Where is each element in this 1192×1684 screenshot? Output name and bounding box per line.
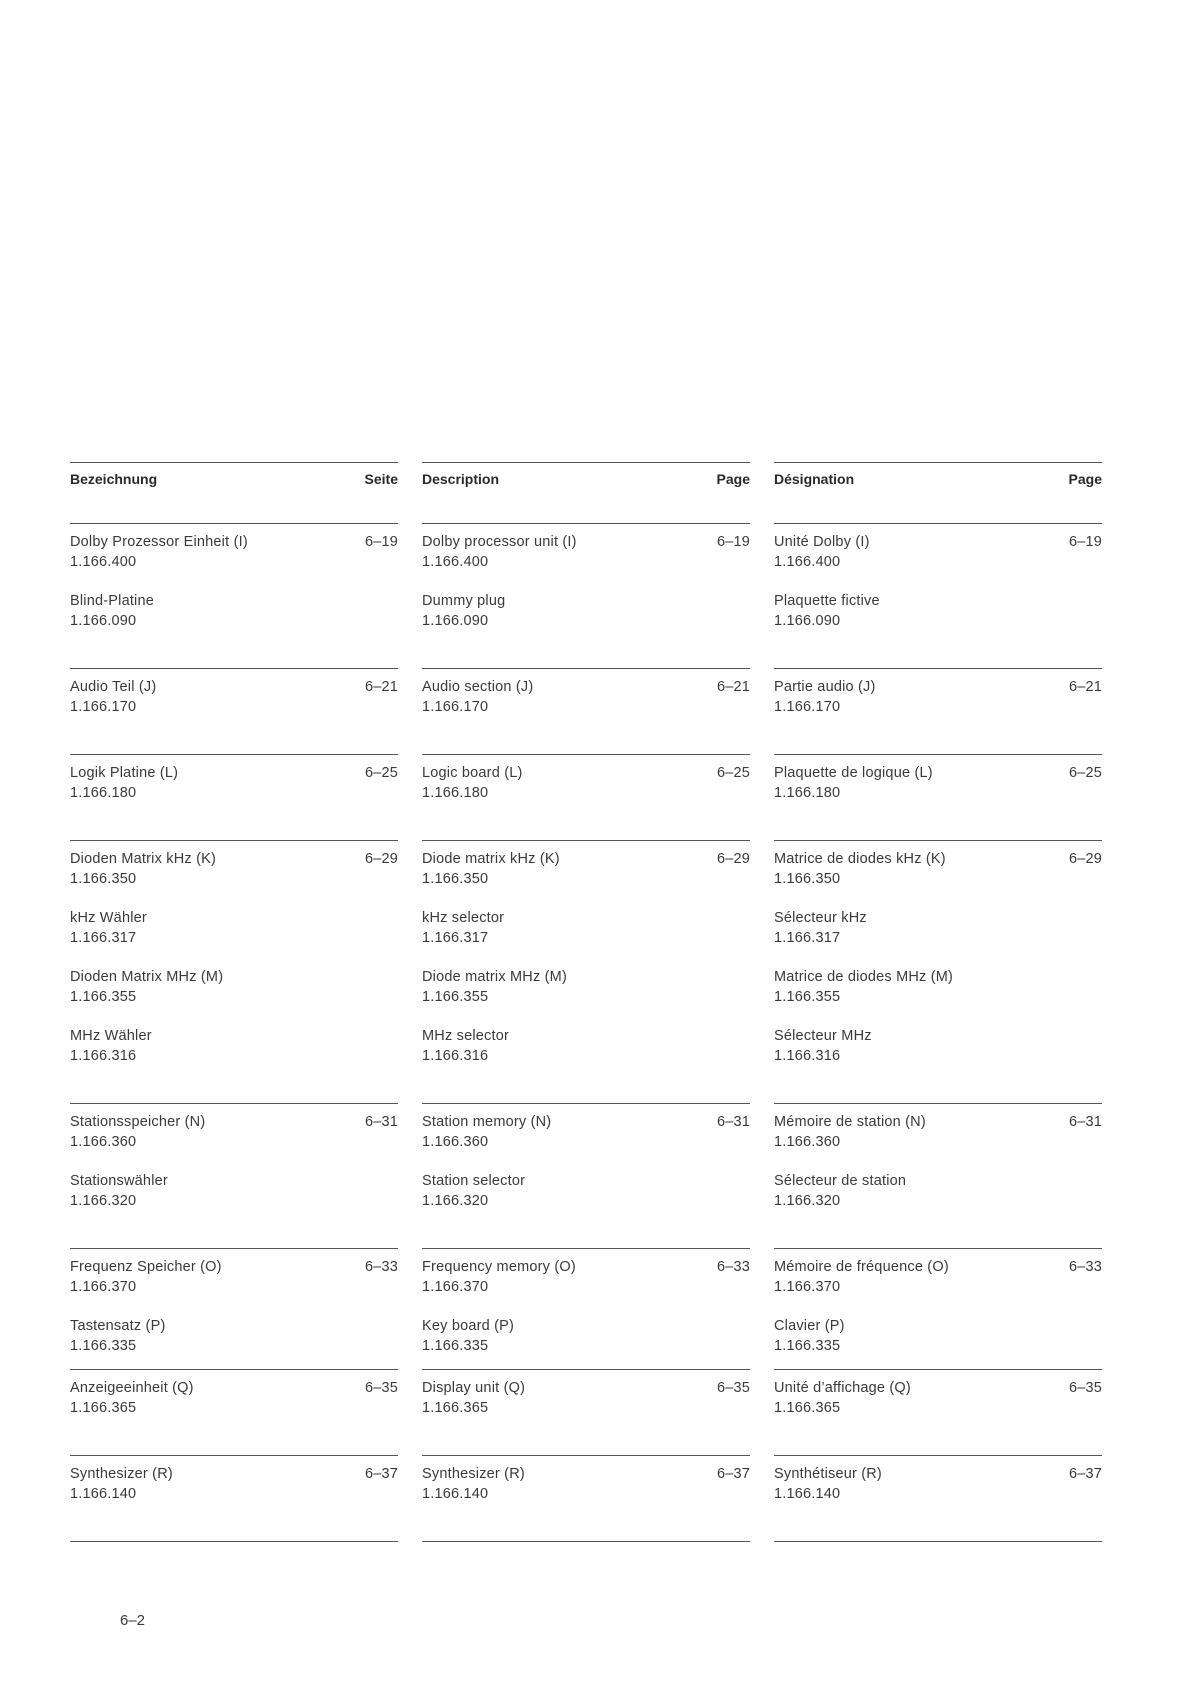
item-name: Tastensatz (P) xyxy=(70,1318,166,1334)
column-english xyxy=(422,462,750,1542)
list-item xyxy=(70,1112,398,1152)
item-part-number: 1.166.180 xyxy=(422,785,489,801)
item-name: Partie audio (J) xyxy=(774,679,876,695)
entry-group xyxy=(774,1103,1102,1248)
list-item xyxy=(70,677,398,717)
item-part-number: 1.166.370 xyxy=(70,1279,137,1295)
item-page: 6–19 xyxy=(716,534,750,550)
end-divider xyxy=(422,1541,750,1542)
item-name: Audio Teil (J) xyxy=(70,679,157,695)
item-part-number: 1.166.365 xyxy=(774,1400,841,1416)
item-name: Station memory (N) xyxy=(422,1114,552,1130)
list-item xyxy=(422,967,750,1007)
item-part-number: 1.166.316 xyxy=(70,1048,137,1064)
list-item xyxy=(70,967,398,1007)
item-name: Station selector xyxy=(422,1173,526,1189)
item-page: 6–21 xyxy=(716,679,750,695)
item-name: kHz Wähler xyxy=(70,910,147,926)
entry-group xyxy=(422,1369,750,1455)
item-part-number: 1.166.090 xyxy=(70,613,137,629)
entry-group xyxy=(774,754,1102,840)
item-name: Dummy plug xyxy=(422,593,506,609)
column-header xyxy=(774,462,1102,523)
entry-group xyxy=(70,668,398,754)
item-name: Anzeigeeinheit (Q) xyxy=(70,1380,194,1396)
item-page: 6–25 xyxy=(1068,765,1102,781)
column-page-label: Page xyxy=(1068,471,1102,487)
item-name: MHz selector xyxy=(422,1028,509,1044)
list-item xyxy=(70,1171,398,1211)
item-part-number: 1.166.090 xyxy=(422,613,489,629)
entry-group xyxy=(774,668,1102,754)
item-page: 6–31 xyxy=(1068,1114,1102,1130)
item-part-number: 1.166.140 xyxy=(70,1486,137,1502)
item-name: Dolby processor unit (I) xyxy=(422,534,577,550)
list-item xyxy=(422,849,750,889)
entry-group xyxy=(422,1455,750,1541)
list-item xyxy=(774,677,1102,717)
list-item xyxy=(422,1026,750,1066)
list-item xyxy=(422,1257,750,1297)
list-item xyxy=(774,849,1102,889)
item-name: Matrice de diodes kHz (K) xyxy=(774,851,946,867)
entry-group xyxy=(774,523,1102,668)
column-french xyxy=(774,462,1102,1542)
item-part-number: 1.166.350 xyxy=(422,871,489,887)
item-part-number: 1.166.320 xyxy=(422,1193,489,1209)
entry-group xyxy=(422,668,750,754)
entry-group xyxy=(70,1455,398,1541)
entry-group xyxy=(70,1369,398,1455)
entry-group xyxy=(422,523,750,668)
list-item xyxy=(422,591,750,631)
item-page: 6–35 xyxy=(716,1380,750,1396)
item-page: 6–33 xyxy=(1068,1259,1102,1275)
list-item xyxy=(422,1112,750,1152)
list-item xyxy=(774,532,1102,572)
entry-group xyxy=(70,754,398,840)
item-part-number: 1.166.370 xyxy=(774,1279,841,1295)
item-name: Sélecteur kHz xyxy=(774,910,867,926)
item-page: 6–35 xyxy=(364,1380,398,1396)
item-part-number: 1.166.140 xyxy=(422,1486,489,1502)
item-part-number: 1.166.320 xyxy=(70,1193,137,1209)
item-name: Matrice de diodes MHz (M) xyxy=(774,969,954,985)
item-part-number: 1.166.335 xyxy=(70,1338,137,1354)
item-part-number: 1.166.355 xyxy=(70,989,137,1005)
entry-group xyxy=(422,1103,750,1248)
item-name: Unité Dolby (I) xyxy=(774,534,870,550)
item-name: Unité d’affichage (Q) xyxy=(774,1380,911,1396)
item-part-number: 1.166.360 xyxy=(774,1134,841,1150)
list-item xyxy=(774,1378,1102,1418)
item-page: 6–37 xyxy=(364,1466,398,1482)
list-item xyxy=(70,1464,398,1504)
item-name: Audio section (J) xyxy=(422,679,534,695)
list-item xyxy=(70,591,398,631)
item-name: Clavier (P) xyxy=(774,1318,845,1334)
item-name: Blind-Platine xyxy=(70,593,155,609)
list-item xyxy=(70,532,398,572)
end-divider xyxy=(774,1541,1102,1542)
item-part-number: 1.166.355 xyxy=(422,989,489,1005)
item-page: 6–25 xyxy=(364,765,398,781)
item-page: 6–33 xyxy=(364,1259,398,1275)
item-part-number: 1.166.400 xyxy=(422,554,489,570)
column-page-label: Page xyxy=(716,471,750,487)
list-item xyxy=(422,1378,750,1418)
item-name: Synthesizer (R) xyxy=(70,1466,173,1482)
list-item xyxy=(422,677,750,717)
column-page-label: Seite xyxy=(364,471,398,487)
item-page: 6–19 xyxy=(364,534,398,550)
item-page: 6–35 xyxy=(1068,1380,1102,1396)
item-name: Plaquette de logique (L) xyxy=(774,765,933,781)
item-part-number: 1.166.365 xyxy=(70,1400,137,1416)
item-part-number: 1.166.365 xyxy=(422,1400,489,1416)
column-title: Désignation xyxy=(774,471,855,487)
entry-group xyxy=(774,1248,1102,1369)
list-item xyxy=(70,1378,398,1418)
item-part-number: 1.166.090 xyxy=(774,613,841,629)
item-part-number: 1.166.335 xyxy=(422,1338,489,1354)
item-part-number: 1.166.317 xyxy=(774,930,841,946)
item-part-number: 1.166.355 xyxy=(774,989,841,1005)
entry-group xyxy=(774,1455,1102,1541)
item-page: 6–37 xyxy=(716,1466,750,1482)
column-header xyxy=(70,462,398,523)
item-name: Frequency memory (O) xyxy=(422,1259,576,1275)
entry-group xyxy=(774,840,1102,1103)
item-part-number: 1.166.317 xyxy=(70,930,137,946)
column-german xyxy=(70,462,398,1542)
item-name: kHz selector xyxy=(422,910,505,926)
item-part-number: 1.166.317 xyxy=(422,930,489,946)
item-page: 6–21 xyxy=(364,679,398,695)
item-page: 6–25 xyxy=(716,765,750,781)
item-part-number: 1.166.170 xyxy=(70,699,137,715)
item-part-number: 1.166.335 xyxy=(774,1338,841,1354)
list-item xyxy=(774,1171,1102,1211)
item-page: 6–31 xyxy=(364,1114,398,1130)
list-item xyxy=(422,1316,750,1356)
list-item xyxy=(422,532,750,572)
column-header xyxy=(422,462,750,523)
item-page: 6–37 xyxy=(1068,1466,1102,1482)
item-name: Sélecteur MHz xyxy=(774,1028,872,1044)
item-name: Synthétiseur (R) xyxy=(774,1466,882,1482)
item-page: 6–33 xyxy=(716,1259,750,1275)
item-part-number: 1.166.316 xyxy=(422,1048,489,1064)
item-part-number: 1.166.370 xyxy=(422,1279,489,1295)
item-page: 6–29 xyxy=(1068,851,1102,867)
list-item xyxy=(70,849,398,889)
item-part-number: 1.166.360 xyxy=(70,1134,137,1150)
list-item xyxy=(70,1257,398,1297)
list-item xyxy=(774,1026,1102,1066)
column-title: Description xyxy=(422,471,500,487)
list-item xyxy=(774,1257,1102,1297)
item-name: Dioden Matrix kHz (K) xyxy=(70,851,217,867)
item-name: Stationswähler xyxy=(70,1173,168,1189)
item-part-number: 1.166.140 xyxy=(774,1486,841,1502)
list-item xyxy=(70,1026,398,1066)
item-name: Key board (P) xyxy=(422,1318,515,1334)
page-number: 6–2 xyxy=(120,1612,146,1629)
item-name: Mémoire de fréquence (O) xyxy=(774,1259,949,1275)
list-item xyxy=(774,763,1102,803)
entry-group xyxy=(774,1369,1102,1455)
list-item xyxy=(70,763,398,803)
list-item xyxy=(422,1464,750,1504)
list-item xyxy=(774,908,1102,948)
item-page: 6–21 xyxy=(1068,679,1102,695)
item-part-number: 1.166.400 xyxy=(70,554,137,570)
item-name: Sélecteur de station xyxy=(774,1173,907,1189)
list-item xyxy=(422,763,750,803)
column-title: Bezeichnung xyxy=(70,471,158,487)
entry-group xyxy=(70,840,398,1103)
item-name: Logic board (L) xyxy=(422,765,523,781)
item-name: Diode matrix kHz (K) xyxy=(422,851,560,867)
item-part-number: 1.166.320 xyxy=(774,1193,841,1209)
entry-group xyxy=(422,840,750,1103)
list-item xyxy=(774,591,1102,631)
item-page: 6–31 xyxy=(716,1114,750,1130)
list-item xyxy=(422,1171,750,1211)
item-page: 6–19 xyxy=(1068,534,1102,550)
item-name: Display unit (Q) xyxy=(422,1380,526,1396)
item-part-number: 1.166.316 xyxy=(774,1048,841,1064)
item-part-number: 1.166.180 xyxy=(70,785,137,801)
item-name: Dioden Matrix MHz (M) xyxy=(70,969,224,985)
item-name: Dolby Prozessor Einheit (I) xyxy=(70,534,248,550)
item-name: Plaquette fictive xyxy=(774,593,880,609)
item-part-number: 1.166.350 xyxy=(70,871,137,887)
item-part-number: 1.166.170 xyxy=(774,699,841,715)
list-item xyxy=(774,1112,1102,1152)
item-part-number: 1.166.170 xyxy=(422,699,489,715)
item-name: Stationsspeicher (N) xyxy=(70,1114,206,1130)
item-part-number: 1.166.400 xyxy=(774,554,841,570)
item-name: Mémoire de station (N) xyxy=(774,1114,926,1130)
list-item xyxy=(422,908,750,948)
item-page: 6–29 xyxy=(364,851,398,867)
item-part-number: 1.166.350 xyxy=(774,871,841,887)
item-part-number: 1.166.180 xyxy=(774,785,841,801)
entry-group xyxy=(422,1248,750,1369)
list-item xyxy=(70,1316,398,1356)
item-part-number: 1.166.360 xyxy=(422,1134,489,1150)
item-name: Frequenz Speicher (O) xyxy=(70,1259,222,1275)
item-page: 6–29 xyxy=(716,851,750,867)
entry-group xyxy=(70,1248,398,1369)
end-divider xyxy=(70,1541,398,1542)
item-name: Synthesizer (R) xyxy=(422,1466,525,1482)
list-item xyxy=(774,1316,1102,1356)
entry-group xyxy=(70,1103,398,1248)
list-item xyxy=(70,908,398,948)
item-name: Logik Platine (L) xyxy=(70,765,179,781)
item-name: MHz Wähler xyxy=(70,1028,152,1044)
list-item xyxy=(774,1464,1102,1504)
item-name: Diode matrix MHz (M) xyxy=(422,969,567,985)
entry-group xyxy=(422,754,750,840)
entry-group xyxy=(70,523,398,668)
list-item xyxy=(774,967,1102,1007)
